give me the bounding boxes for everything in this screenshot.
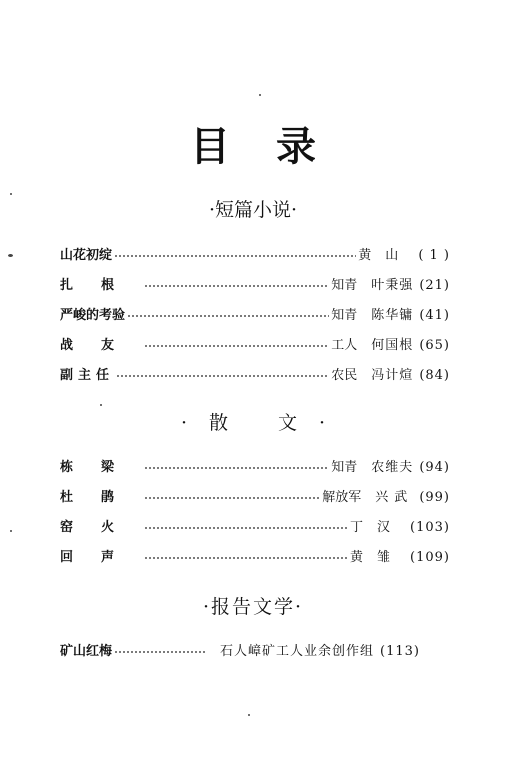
entry-title: 战友 (60, 338, 143, 353)
toc-entry[interactable] (60, 276, 450, 296)
dot-leader (144, 285, 329, 287)
section-heading-essays: ·散 文· (180, 412, 348, 434)
section-heading-reportage: ·报告文学· (202, 596, 304, 618)
entry-page-number: (99) (419, 490, 450, 505)
dot-leader (144, 497, 320, 499)
entry-author-role: 知青 (331, 460, 358, 475)
entry-author-role: 工人 (331, 338, 358, 353)
entry-author: 黄山 (358, 248, 413, 263)
dot-leader (144, 467, 329, 469)
entry-author: 陈华镛 (371, 308, 414, 323)
scan-speck (10, 530, 12, 532)
toc-entry[interactable] (60, 246, 450, 266)
dot-leader (144, 345, 329, 347)
scan-speck (8, 254, 13, 257)
page-title: 目录 (190, 124, 362, 170)
entry-title: 窑火 (60, 520, 143, 535)
dot-leader (114, 255, 356, 257)
scan-speck (100, 404, 102, 406)
toc-entry[interactable] (60, 518, 450, 538)
toc-entry[interactable] (60, 548, 450, 568)
entry-page-number: (109) (410, 550, 450, 565)
toc-entry[interactable] (60, 306, 450, 326)
entry-page-number: (21) (419, 278, 450, 293)
entry-author: 农维夫 (371, 460, 414, 475)
entry-title: 栋梁 (60, 460, 143, 475)
entry-page-number: ( 1 ) (418, 248, 450, 263)
entry-title: 山花初绽 (60, 248, 113, 263)
toc-entry[interactable] (60, 458, 450, 478)
entry-author-role: 农民 (331, 368, 358, 383)
toc-entry[interactable] (60, 642, 450, 662)
scan-speck (248, 714, 250, 716)
dot-leader (116, 375, 329, 377)
dot-leader (144, 527, 348, 529)
entry-author: 叶秉强 (371, 278, 414, 293)
entry-author: 兴武 (375, 490, 414, 505)
entry-page-number: (103) (410, 520, 450, 535)
section-heading-short-stories: ·短篇小说· (208, 199, 298, 221)
entry-author: 丁汉 (350, 520, 405, 535)
entry-author-role: 知青 (331, 278, 358, 293)
entry-page-number: (84) (419, 368, 450, 383)
dot-leader (144, 557, 348, 559)
dot-leader (127, 315, 329, 317)
entry-author-role: 解放军 (322, 490, 362, 505)
entry-title: 严峻的考验 (60, 308, 126, 323)
toc-entry[interactable] (60, 336, 450, 356)
entry-title: 回声 (60, 550, 143, 565)
toc-entry[interactable] (60, 366, 450, 386)
scan-speck (259, 94, 261, 96)
entry-page-number: (94) (419, 460, 450, 475)
entry-author: 石人嶂矿工人业余创作组 (220, 644, 375, 659)
entry-page-number: (113) (380, 644, 420, 659)
entry-page-number: (65) (419, 338, 450, 353)
entry-author-role: 知青 (331, 308, 358, 323)
toc-entry[interactable] (60, 488, 450, 508)
dot-leader (114, 651, 206, 653)
entry-title: 杜鹃 (60, 490, 143, 505)
entry-author: 何国根 (371, 338, 414, 353)
entry-title: 副主任 (60, 368, 115, 383)
entry-author: 冯计煊 (371, 368, 414, 383)
entry-page-number: (41) (419, 308, 450, 323)
entry-title: 扎根 (60, 278, 143, 293)
scan-speck (10, 193, 12, 195)
entry-title: 矿山红梅 (60, 644, 113, 659)
entry-author: 黄雏 (350, 550, 405, 565)
